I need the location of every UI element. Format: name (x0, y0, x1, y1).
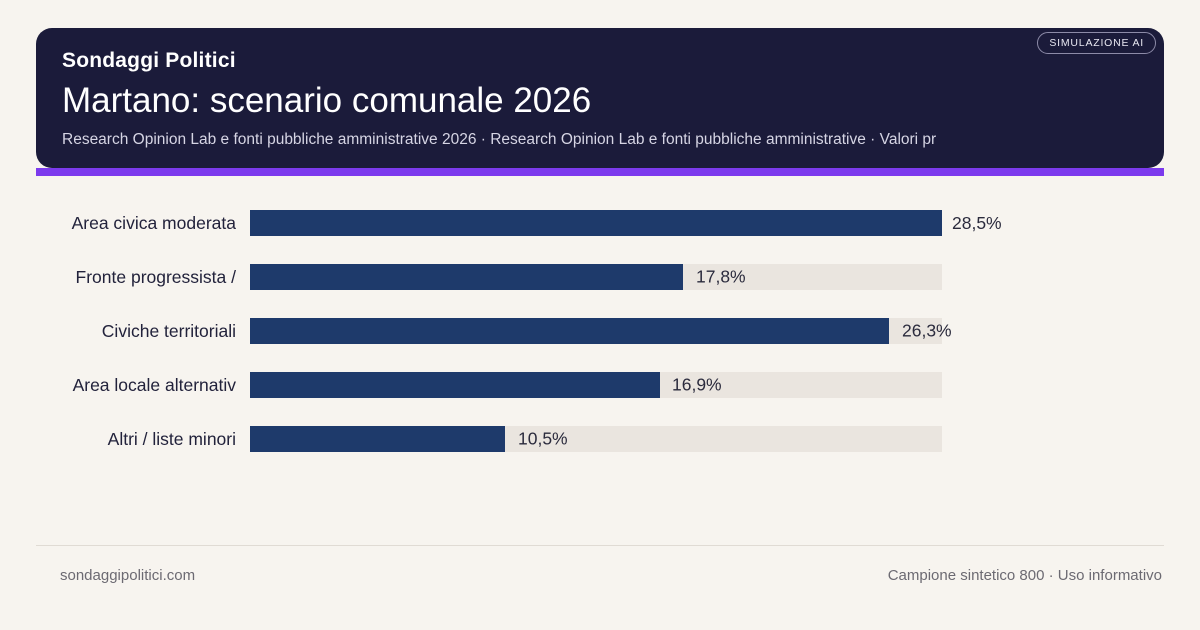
bar-label: Area locale alternativ (72, 374, 236, 395)
bar-value: 16,9% (672, 374, 722, 395)
header-card (36, 28, 1164, 168)
bar-label: Fronte progressista / (75, 266, 236, 287)
chart-row (0, 304, 1200, 358)
bar-label: Civiche territoriali (101, 320, 236, 341)
bar-fill (250, 318, 889, 344)
bar-value: 28,5% (952, 212, 1002, 233)
chart-row (0, 412, 1200, 466)
footer-note: Campione sintetico 800 · Uso informativo (887, 566, 1162, 584)
chart-row (0, 358, 1200, 412)
footer-site: sondaggipolitici.com (60, 566, 196, 584)
bar-fill (250, 426, 505, 452)
chart-row (0, 250, 1200, 304)
bar-chart (0, 196, 1200, 496)
bar-value: 10,5% (518, 428, 568, 449)
accent-bar (36, 168, 1164, 176)
bar-label: Altri / liste minori (107, 428, 236, 449)
bar-track (250, 210, 942, 236)
page-title: Martano: scenario comunale 2026 (62, 81, 592, 120)
brand-kicker: Sondaggi Politici (62, 49, 236, 72)
bar-track (250, 318, 952, 344)
bar-track (250, 426, 942, 452)
bar-fill (250, 372, 660, 398)
bar-value: 17,8% (696, 266, 746, 287)
chart-row (0, 196, 1200, 250)
bar-track (250, 264, 942, 290)
bar-value: 26,3% (902, 320, 952, 341)
footer (36, 545, 1164, 605)
header-subtitle: Research Opinion Lab e fonti pubbliche amministrative 2026 · Research Opinion Lab e fonti pubbliche amministrative · Valori pr (62, 131, 937, 148)
ai-simulation-badge: SIMULAZIONE AI (1037, 32, 1156, 54)
bar-track (250, 372, 942, 398)
bar-label: Area civica moderata (71, 212, 236, 233)
bar-fill (250, 210, 942, 236)
bar-fill (250, 264, 683, 290)
